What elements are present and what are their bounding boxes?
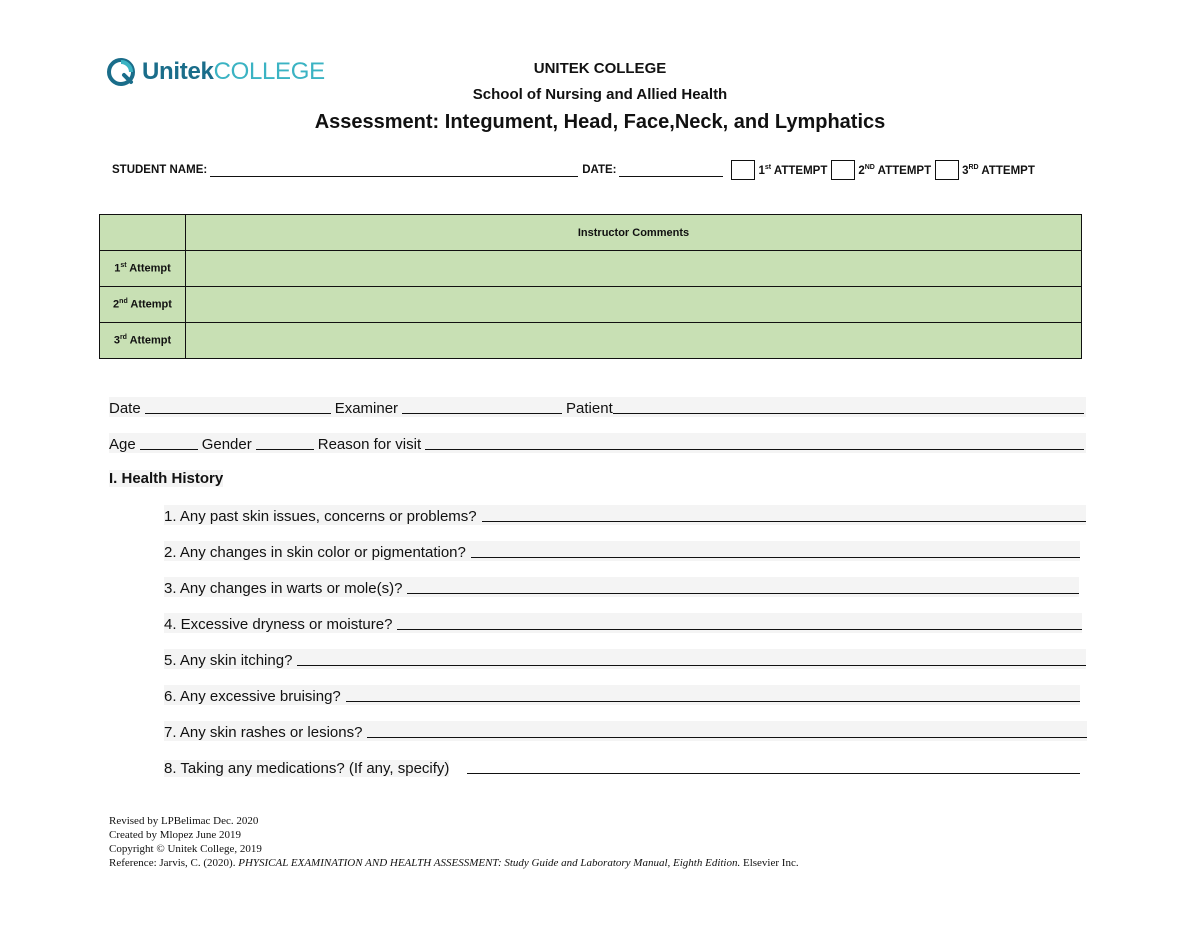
- question-4-text: 4. Excessive dryness or moisture?: [164, 616, 393, 633]
- attempt-1-checkbox[interactable]: [731, 160, 755, 180]
- question-2: [164, 541, 1080, 561]
- attempt-2-comment-cell[interactable]: [186, 287, 1082, 323]
- corner-cell: [100, 215, 186, 251]
- attempt-2-checkbox[interactable]: [831, 160, 855, 180]
- patient-label: Patient: [566, 400, 613, 417]
- health-history-heading: I. Health History: [109, 470, 224, 487]
- question-6-text: 6. Any excessive bruising?: [164, 688, 341, 705]
- examiner-field[interactable]: [402, 399, 562, 414]
- question-3-text: 3. Any changes in warts or mole(s)?: [164, 580, 403, 597]
- question-3-answer-field[interactable]: [407, 579, 1079, 594]
- age-label: Age: [109, 436, 136, 453]
- question-8-answer-field[interactable]: [467, 759, 1080, 774]
- question-6: [164, 685, 1080, 705]
- question-8: [164, 757, 1080, 777]
- table-row: [100, 251, 1082, 287]
- table-row: [100, 287, 1082, 323]
- student-name-label: STUDENT NAME:: [112, 164, 208, 176]
- question-7-answer-field[interactable]: [367, 723, 1087, 738]
- reason-field[interactable]: [425, 435, 1084, 450]
- attempt-3-row-label: 3rd Attempt: [100, 323, 186, 359]
- attempt-3-label: 3RD ATTEMPT: [962, 163, 1035, 177]
- reason-label: Reason for visit: [317, 436, 422, 453]
- attempt-3-comment-cell[interactable]: [186, 323, 1082, 359]
- date-field[interactable]: [619, 164, 723, 177]
- question-1: [164, 505, 1086, 525]
- question-7: [164, 721, 1087, 741]
- revised-note: Revised by LPBelimac Dec. 2020: [109, 815, 259, 827]
- visit-info-row: [109, 397, 1086, 417]
- patient-field[interactable]: [613, 399, 1084, 414]
- created-note: Created by Mlopez June 2019: [109, 829, 241, 841]
- examiner-label: Examiner: [334, 400, 399, 417]
- question-1-text: 1. Any past skin issues, concerns or problems?: [164, 508, 477, 525]
- question-2-text: 2. Any changes in skin color or pigmentation?: [164, 544, 466, 561]
- visit-date-label: Date: [109, 400, 141, 417]
- question-5-text: 5. Any skin itching?: [164, 652, 293, 669]
- table-header-row: [100, 215, 1082, 251]
- table-row: [100, 323, 1082, 359]
- gender-label: Gender: [201, 436, 252, 453]
- page-title: Assessment: Integument, Head, Face,Neck, and Lymphatics: [314, 111, 886, 133]
- question-1-answer-field[interactable]: [482, 507, 1086, 522]
- student-name-field[interactable]: [210, 164, 578, 177]
- question-7-text: 7. Any skin rashes or lesions?: [164, 724, 363, 741]
- question-5-answer-field[interactable]: [297, 651, 1086, 666]
- attempt-1-comment-cell[interactable]: [186, 251, 1082, 287]
- question-3: [164, 577, 1079, 597]
- patient-details-row: [109, 433, 1086, 453]
- question-2-answer-field[interactable]: [471, 543, 1080, 558]
- question-8-text: 8. Taking any medications? (If any, specify): [164, 760, 450, 777]
- question-5: [164, 649, 1086, 669]
- attempt-2-row-label: 2nd Attempt: [100, 287, 186, 323]
- footer-notes: [109, 814, 799, 870]
- instructor-comments-table: [99, 214, 1082, 359]
- logo-wordmark: UnitekCOLLEGE: [142, 58, 325, 85]
- school-name: School of Nursing and Allied Health: [472, 86, 728, 103]
- gender-field[interactable]: [256, 435, 314, 450]
- question-4: [164, 613, 1082, 633]
- attempt-1-label: 1st ATTEMPT: [758, 163, 828, 177]
- age-field[interactable]: [140, 435, 198, 450]
- attempt-2-label: 2ND ATTEMPT: [858, 163, 932, 177]
- instructor-comments-header: Instructor Comments: [186, 215, 1082, 251]
- reference-note: Reference: Jarvis, C. (2020). PHYSICAL EXAMINATION AND HEALTH ASSESSMENT: Study Guide and Laboratory Manual, Eighth Edition. Elsevier Inc.: [109, 857, 799, 869]
- visit-date-field[interactable]: [145, 399, 331, 414]
- question-4-answer-field[interactable]: [397, 615, 1082, 630]
- student-info-line: [112, 160, 1035, 180]
- college-name: UNITEK COLLEGE: [533, 60, 667, 77]
- attempt-1-row-label: 1st Attempt: [100, 251, 186, 287]
- question-6-answer-field[interactable]: [346, 687, 1080, 702]
- attempt-3-checkbox[interactable]: [935, 160, 959, 180]
- copyright-note: Copyright © Unitek College, 2019: [109, 843, 262, 855]
- date-label: DATE:: [582, 164, 617, 176]
